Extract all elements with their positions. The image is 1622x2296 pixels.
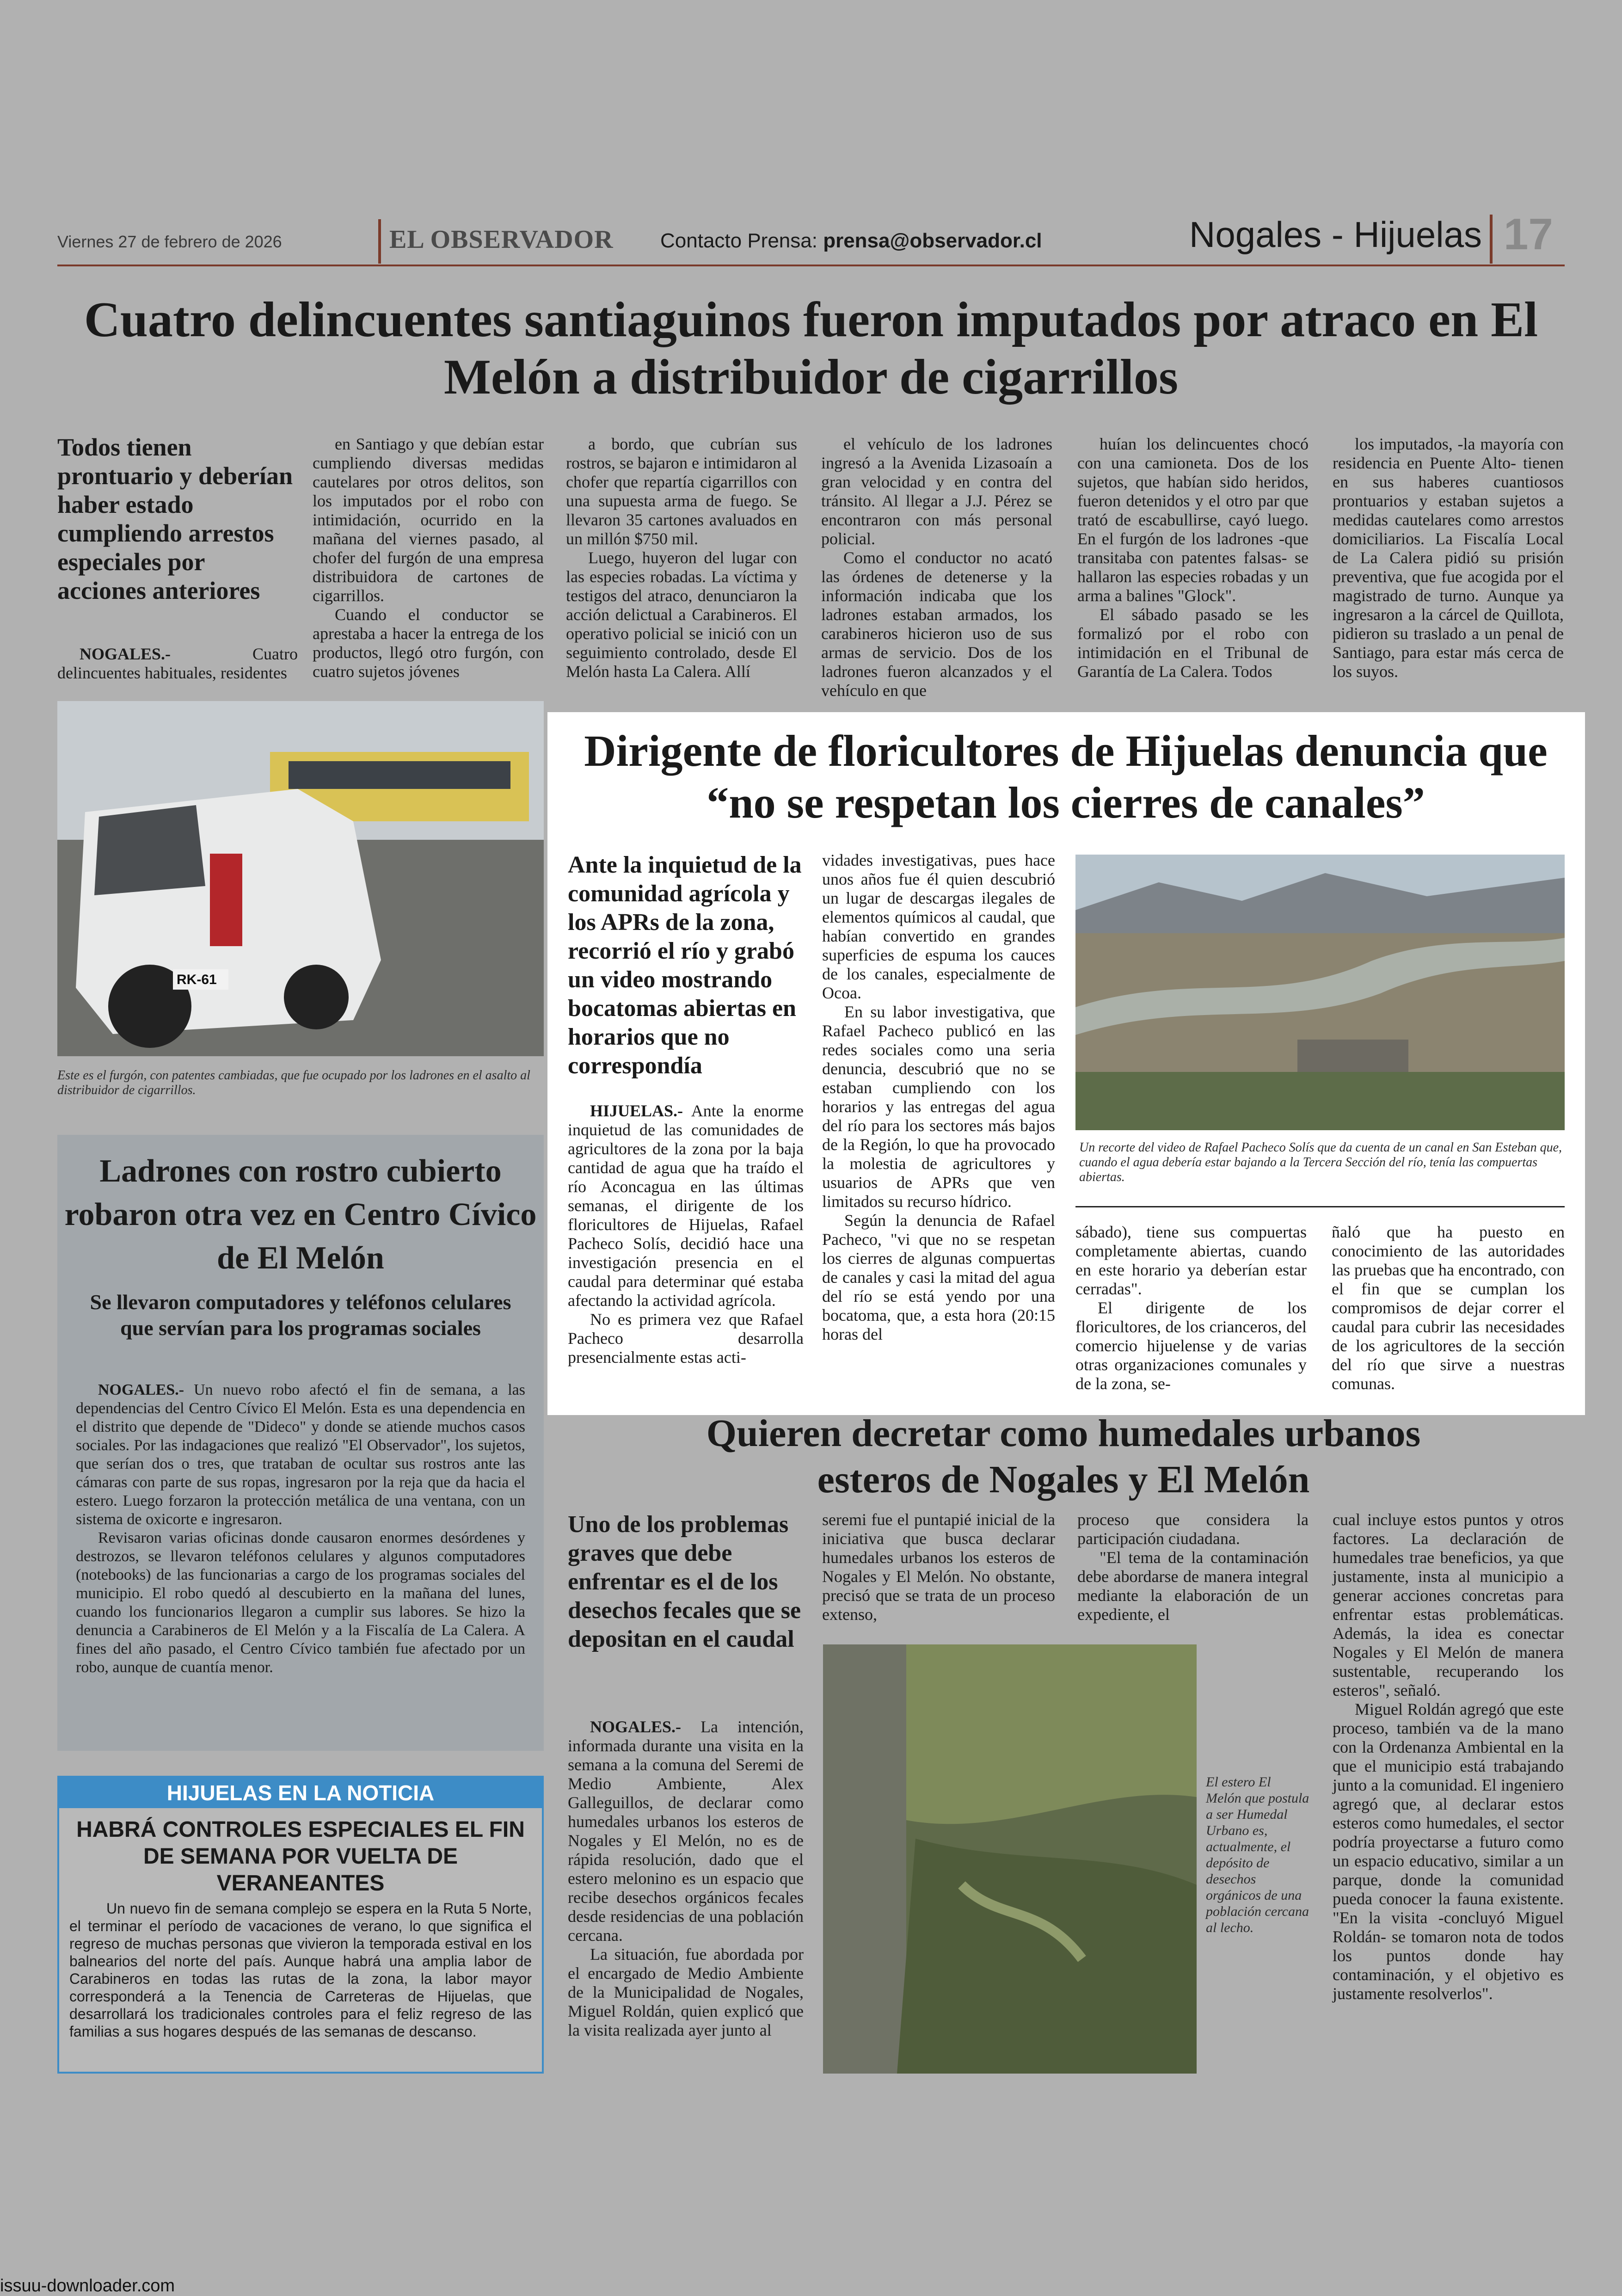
van-photo [57,701,544,1056]
article4-headline: Quieren decretar como humedales urbanos esteros de Nogales y El Melón [706,1412,1421,1501]
article2-column-3: sábado), tiene sus compuertas completamente abiertas, cuando en este horario ya deberían estar cerradas". El dirigente de los floricultores, de los crianceros, del comercio hijuelense y de varias otras organizaciones comunales y de la zona, se- [1075,1223,1307,1393]
header-rule [57,265,1565,266]
article2-headline: Dirigente de floricultores de Hijuelas denuncia que “no se respetan los cierres de canales” [584,726,1548,827]
press-contact [660,229,1042,252]
license-plate: RK-61 [177,972,217,987]
press-contact-email: prensa@observador.cl [823,229,1042,252]
canal-photo-caption: Un recorte del video de Rafael Pacheco Solís que da cuenta de un canal en San Esteban que, cuando el agua debería estar bajando a la Tercera Sección del río, tenía las compuertas abiertas. [1079,1140,1562,1184]
article1-deck: Todos tienen prontuario y deberían haber estado cumpliendo arrestos especiales por acciones anteriores [57,433,293,604]
dateline: NOGALES.- [80,645,171,663]
dateline: NOGALES.- [590,1717,682,1736]
article1-column-2: en Santiago y que debían estar cumpliendo diversas medidas cautelares por otros delitos, son los imputados por el robo con intimidación, ocurrido en la mañana del viernes pasado, al chofer del furgón de una empresa distribuidora de cartones de cigarrillos. Cuando el conductor se aprestaba a hacer la entrega de los productos, llegó otro furgón, con cuatro sujetos jóvenes [313,435,544,681]
page-number: 17 [1504,209,1553,259]
article3-body: NOGALES.- Un nuevo robo afectó el fin de semana, a las dependencias del Centro Cívico El Melón. Esta es una dependencia en el distrito que depende de "Dideco" y donde se atiende muchos casos sociales. Por las indagaciones que realizó "El Observador", los sujetos, que serían dos o tres, que trataban de ocultar sus rostros ante las cámaras con parte de sus ropas, ingresaron por la reja que da hacia el estero. Luego forzaron la protección metálica de una ventana, con un sistema de oxicorte e ingresaron. Revisaron varias oficinas donde causaron enormes desórdenes y destrozos, se llevaron teléfonos celulares y algunos computadores (notebooks) de las funcionarias a cargo de los programas sociales del municipio. El robo quedó al descubierto en la mañana del lunes, cuando los funcionarios llegaron a cumplir sus labores. Se hizo la denuncia a Carabineros de El Melón y a la Fiscalía de La Calera. A fines del año pasado, el Centro Cívico también fue afectado por un robo, aunque de cuantía menor. [76,1381,526,1676]
article4-column-2: seremi fue el puntapié inicial de la iniciativa que busca declarar humedales urbanos los esteros de Nogales y El Melón. No obstante, precisó que se trata de un proceso extenso, [822,1510,1055,1624]
estero-photo-caption: El estero El Melón que postula a ser Humedal Urbano es, actualmente, el depósito de desechos orgánicos de una población cercana al lecho. [1206,1774,1309,1935]
hijuelas-news-text: Un nuevo fin de semana complejo se espera en la Ruta 5 Norte, el terminar el período de vacaciones de verano, lo que significa el regreso de muchas personas que vivieron la temporada estival en los balnearios del norte del país. Aunque habrá una amplia labor de Carabineros en todas las rutas de la zona, la labor mayor corresponderá a la Tenencia de Carreteras de Hijuelas, que desarrollará los tradicionales controles para el feliz regreso de las familias a sus hogares después de las semanas de descanso. [69,1900,532,2040]
article1-column-5: huían los delincuentes chocó con una camioneta. Dos de los sujetos, que habían sido heridos, fueron detenidos y el otro par que trató de escabullirse, cayó luego. En el furgón de los ladrones -que transitaba con patentes falsas- se hallaron las especies robadas y un arma a balines "Glock". El sábado pasado se les formalizó por el robo con intimidación en el Tribunal de Garantía de La Calera. Todos [1077,435,1309,681]
dateline: NOGALES.- [98,1381,184,1398]
section-title: Nogales - Hijuelas [1189,214,1482,255]
article1-column-4: el vehículo de los ladrones ingresó a la Avenida Lizasoaín a gran velocidad y en contra del tránsito. Al llegar a J.J. Pérez se encontraron con más personal policial. Como el conductor no acató las órdenes de detenerse y la información indicaba que los ladrones estaban armados, los carabineros hicieron uso de sus armas de servicio. Dos de los ladrones fueron alcanzados y el vehículo en que [821,435,1052,700]
issue-date: Viernes 27 de febrero de 2026 [57,232,282,251]
van-photo-caption: Este es el furgón, con patentes cambiadas, que fue ocupado por los ladrones en el asalto al distribuidor de cigarrillos. [57,1068,530,1097]
article1-headline: Cuatro delincuentes santiaguinos fueron imputados por atraco en El Melón a distribuidor de cigarrillos [84,292,1538,405]
article3-headline: Ladrones con rostro cubierto robaron otra vez en Centro Cívico de El Melón [64,1153,537,1276]
article2-column-4: ñaló que ha puesto en conocimiento de las autoridades las pruebas que ha encontrado, con el fin que se cumplan los compromisos de dejar correr el caudal para cubrir las necesidades de los agricultores de la sección del río que sirve a nuestras comunas. [1332,1223,1565,1393]
article2-column-1: HIJUELAS.- Ante la enorme inquietud de las comunidades de agricultores de la zona por la baja cantidad de agua que ha traído el río Aconcagua en las últimas semanas, el dirigente de los floricultores de Hijuelas, Rafael Pacheco Solís, decidió hace una investigación presencia en el caudal para determinar qué estaba afectando la actividad agrícola. No es primera vez que Rafael Pacheco desarrolla presencialmente estas acti- [568,1102,804,1367]
newspaper-name: EL OBSERVADOR [389,225,614,254]
header-divider [378,219,381,264]
press-contact-label: Contacto Prensa: [660,229,817,252]
article1-column-6: los imputados, -la mayoría con residencia en Puente Alto- tienen en sus haberes cuantiosos prontuarios y estaban sujetos a medidas cautelares como arrestos domiciliarios. La Fiscalía Local de La Calera pidió su prisión preventiva, que fue acogida por el magistrado de turno. Aunque ya ingresaron a la cárcel de Quillota, pidieron su traslado a un penal de Santiago, para estar más cerca de los suyos. [1333,435,1564,681]
canal-photo [1075,855,1565,1130]
article4-column-4: cual incluye estos puntos y otros factores. La declaración de humedales trae beneficios, ya que justamente, insta al municipio a generar acciones concretas para enfrentar estas problemáticas. Además, la idea es conectar Nogales y El Melón de manera sustentable, recuperando los esteros", señaló. Miguel Roldán agregó que este proceso, también va de la mano con la Ordenanza Ambiental en la que el municipio está trabajando junto a la comunidad. El ingeniero agregó que, al declarar estos esteros como humedales, el sector podría proyectarse a futuro como un espacio educativo, similar a un parque, donde la comunidad pueda conocer la fauna existente. "En la visita -concluyó Miguel Roldán- se tomaron nota de todos los puntos donde hay contaminación, y el objetivo es justamente resolverlos". [1333,1510,1564,2003]
estero-photo [823,1644,1197,2074]
article1-lead: NOGALES.- Cuatro delincuentes habituales, residentes [57,645,298,682]
article2-deck: Ante la inquietud de la comunidad agrícola y los APRs de la zona, recorrió el río y grabó un video mostrando bocatomas abiertas en horarios que no correspondía [568,852,802,1079]
source-watermark: issuu-downloader.com [0,2276,175,2296]
article1-column-3: a bordo, que cubrían sus rostros, se bajaron e intimidaron al chofer que repartía cigarrillos con una supuesta arma de fuego. Se llevaron 35 cartones avaluados en un millón $750 mil. Luego, huyeron del lugar con las especies robadas. La víctima y testigos del atraco, denunciaron la acción delictual a Carabineros. El operativo policial se inició con un seguimiento controlado, desde El Melón hasta La Calera. Allí [566,435,797,681]
article4-column-1: NOGALES.- La intención, informada durante una visita en la semana a la comuna del Seremi de Medio Ambiente, Alex Galleguillos, de declarar como humedales urbanos los esteros de Nogales y El Melón, no es de rápida resolución, dado que el estero melonino es un espacio que recibe desechos orgánicos fecales desde residencias de una población cercana. La situación, fue abordada por el encargado de Medio Ambiente de la Municipalidad de Nogales, Miguel Roldán, quien explicó que la visita realizada ayer junto al [568,1717,804,2039]
hijuelas-news-title: HABRÁ CONTROLES ESPECIALES EL FIN DE SEMANA POR VUELTA DE VERANEANTES [76,1817,525,1896]
caption-rule [1075,1206,1565,1207]
dateline: HIJUELAS.- [590,1102,683,1120]
article2-column-2: vidades investigativas, pues hace unos años fue él quien descubrió un lugar de descargas ilegales de elementos químicos al caudal, que habían convertido en grandes superficies de espuma los cauces de los canales, especialmente de Ocoa. En su labor investigativa, que Rafael Pacheco publicó en las redes sociales como una seria denuncia, descubrió que no se estaban cumpliendo con los horarios y las entregas del agua del río para los sectores más bajos de la Región, lo que ha provocado la molestia de agricultores y usuarios de APRs que ven limitados su recurso hídrico. Según la denuncia de Rafael Pacheco, "vi que no se respetan los cierres de algunas compuertas de canales y casi la mitad del agua del río se está yendo por una bocatoma, que, a esta hora (20:15 horas del [822,851,1055,1343]
article3-subheadline: Se llevaron computadores y teléfonos celulares que servían para los programas sociales [90,1290,511,1340]
article4-column-3: proceso que considera la participación ciudadana. "El tema de la contaminación debe abordarse de manera integral mediante la elaboración de un expediente, el [1077,1510,1309,1624]
header-divider [1490,215,1493,264]
hijuelas-news-banner: HIJUELAS EN LA NOTICIA [59,1778,542,1808]
article4-deck: Uno de los problemas graves que debe enfrentar es el de los desechos fecales que se depositan en el caudal [568,1511,801,1652]
